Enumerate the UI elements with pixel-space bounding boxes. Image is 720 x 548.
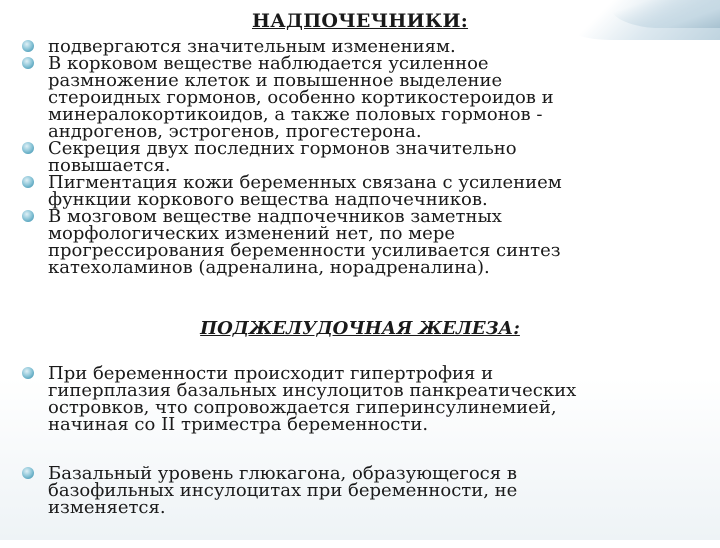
pancreas-subheading: ПОДЖЕЛУДОЧНАЯ ЖЕЛЕЗА: [200, 318, 520, 339]
adrenal-bullet-list [22, 38, 712, 276]
bullet-icon [22, 40, 34, 52]
bullet-icon [22, 367, 34, 379]
pancreas-bullet-list [22, 365, 712, 548]
bullet-icon [22, 176, 34, 188]
bullet-icon [22, 57, 34, 69]
bullet-item: Пигментация кожи беременных связана с усилением функции коркового вещества надпочечников. [22, 174, 712, 208]
bullet-item: В мозговом веществе надпочечников заметных морфологических изменений нет, по мере прогрессирования беременности усиливается синтез катехоламинов (адреналина, норадреналина). [22, 208, 712, 276]
bullet-item: В корковом веществе наблюдается усиленное размножение клеток и повышенное выделение стероидных гормонов, особенно кортикостероидов и минералокортикоидов, а также половых гормонов - андрогенов, эстрогенов, прогестерона. [22, 55, 712, 140]
bullet-icon [22, 467, 34, 479]
bullet-item: подвергаются значительным изменениям. [22, 38, 712, 55]
slide-title: НАДПОЧЕЧНИКИ: [251, 10, 469, 32]
bullet-item: При беременности происходит гипертрофия и гиперплазия базальных инсулоцитов панкреатических островков, что сопровождается гиперинсулинемией, начиная со II триместра беременности. [22, 365, 712, 433]
bullet-icon [22, 142, 34, 154]
bullet-icon [22, 210, 34, 222]
bullet-item: Базальный уровень глюкагона, образующегося в базофильных инсулоцитах при беременности, не изменяется. [22, 465, 712, 516]
bullet-item: Секреция двух последних гормонов значительно повышается. [22, 140, 712, 174]
